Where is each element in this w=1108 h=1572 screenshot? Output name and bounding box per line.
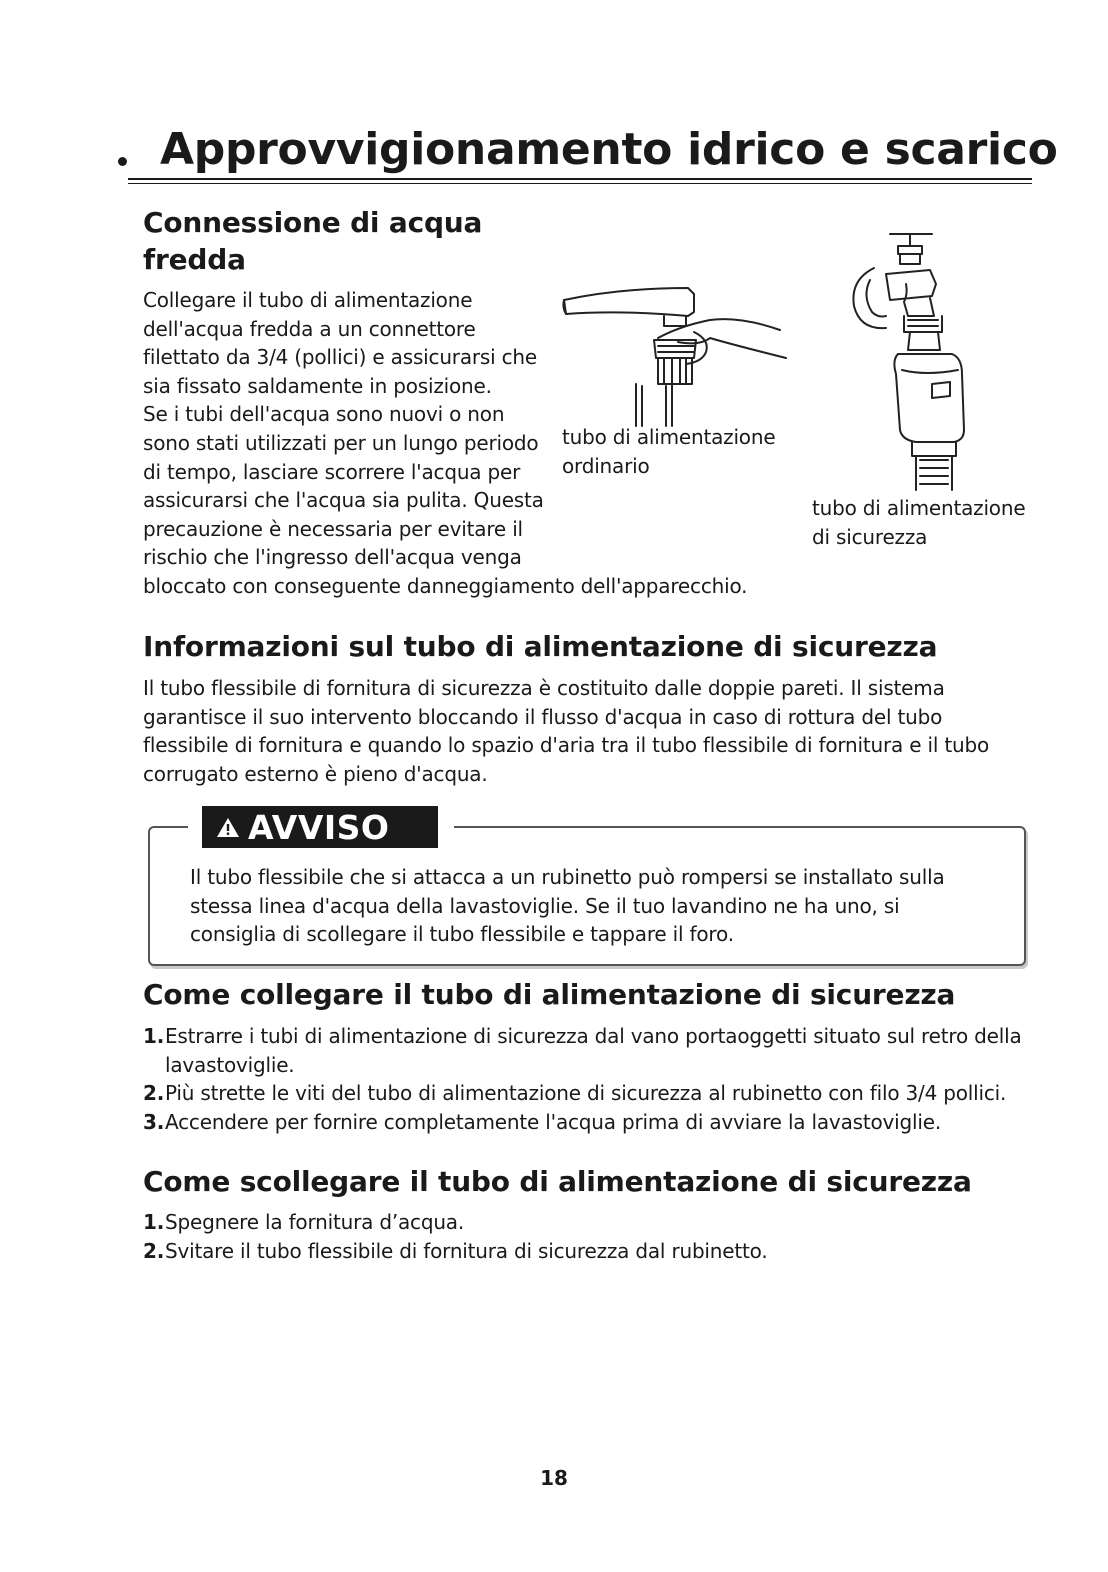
- connect-steps-list: [143, 1022, 1043, 1136]
- connect-heading: Come collegare il tubo di alimentazione di sicurezza: [143, 978, 956, 1011]
- title-rule-thin: [128, 183, 1032, 184]
- step-text: Accendere per fornire completamente l'acqua prima di avviare la lavastoviglie.: [165, 1109, 941, 1134]
- connect-step: [143, 1108, 1043, 1137]
- step-text: Più strette le viti del tubo di alimentazione di sicurezza al rubinetto con filo 3/4 pollici.: [165, 1081, 1007, 1106]
- safety-hose-caption: tubo di alimentazione di sicurezza: [812, 496, 1026, 549]
- safety-hose-illustration: [846, 224, 986, 494]
- warning-label: AVVISO: [248, 807, 390, 847]
- warning-badge: [202, 806, 438, 848]
- step-number: 1.: [143, 1210, 165, 1234]
- connect-step: [143, 1079, 1043, 1108]
- disconnect-steps-list: [143, 1208, 1043, 1265]
- ordinary-hose-caption: tubo di alimentazione ordinario: [562, 425, 776, 478]
- step-number: 2.: [143, 1238, 165, 1263]
- cold-water-body: Collegare il tubo di alimentazione dell'acqua fredda a un connettore filettato da 3/4 (pollici) e assicurarsi che sia fissato saldamente in posizione. Se i tubi dell'acqua sono nuovi o non sono stati utilizzati per un lungo periodo di tempo, lasciare scorrere l'acqua per assicurarsi che l'acqua sia pulita. Questa precauzione è necessaria per evitare il rischio che l'ingresso dell'acqua venga bloccato con conseguente danneggiamento dell'apparecchio.: [143, 288, 748, 598]
- title-bullet-dot: [118, 157, 127, 166]
- step-text: Spegnere la fornitura d’acqua.: [165, 1210, 465, 1234]
- page-number: 18: [540, 1466, 568, 1490]
- step-number: 3.: [143, 1109, 165, 1134]
- step-text: Estrarre i tubi di alimentazione di sicurezza dal vano portaoggetti situato sul retro della lavastoviglie.: [165, 1024, 1022, 1077]
- cold-water-heading: Connessione di acqua fredda: [143, 206, 483, 276]
- warning-text: Il tubo flessibile che si attacca a un rubinetto può rompersi se installato sulla stessa linea d'acqua della lavastoviglie. Se il tuo lavandino ne ha uno, si consiglia di scollegare il tubo flessibile e tappare il foro.: [190, 865, 945, 947]
- step-number: 2.: [143, 1081, 165, 1106]
- safety-info-heading: Informazioni sul tubo di alimentazione di sicurezza: [143, 630, 938, 663]
- step-text: Svitare il tubo flessibile di fornitura di sicurezza dal rubinetto.: [165, 1238, 768, 1263]
- safety-info-body: Il tubo flessibile di fornitura di sicurezza è costituito dalle doppie pareti. Il sistema garantisce il suo intervento bloccando il flusso d'acqua in caso di rottura del tubo flessibile di fornitura e quando lo spazio d'aria tra il tubo flessibile di fornitura e il tubo corrugato esterno è pieno d'acqua.: [143, 676, 990, 786]
- connect-step: [143, 1022, 1043, 1079]
- warning-triangle-icon: [216, 816, 240, 838]
- title-rule: [128, 178, 1032, 180]
- disconnect-heading: Come scollegare il tubo di alimentazione di sicurezza: [143, 1165, 972, 1198]
- step-number: 1.: [143, 1024, 165, 1048]
- page-title: Approvvigionamento idrico e scarico: [160, 124, 1058, 175]
- disconnect-step: [143, 1208, 1043, 1237]
- ordinary-hose-illustration: [560, 280, 792, 428]
- disconnect-step: [143, 1237, 1043, 1266]
